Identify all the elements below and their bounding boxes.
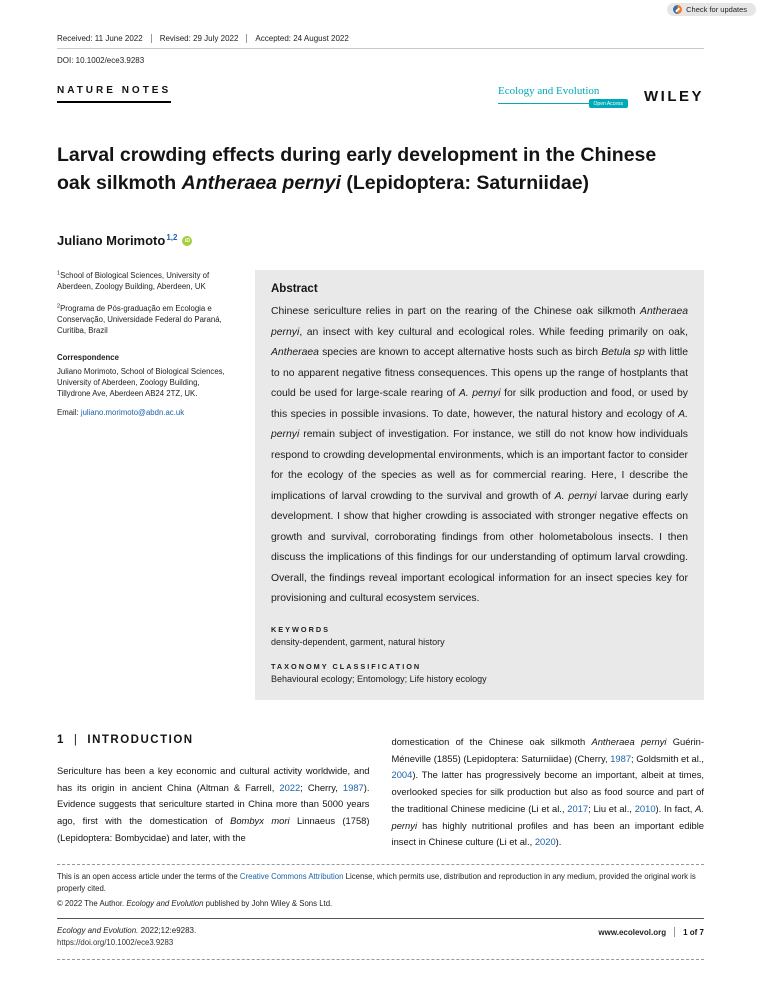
body-columns — [57, 734, 704, 851]
text-segment: 2022;12:e9283. — [138, 926, 197, 936]
footer-citation — [57, 925, 196, 937]
text-segment: Antheraea — [271, 347, 319, 359]
body-column-left — [57, 734, 370, 851]
footer-bar — [57, 918, 704, 959]
author-affiliation-sup: 1,2 — [166, 233, 178, 243]
inline-link[interactable]: 2022 — [279, 781, 301, 793]
journal-logo — [498, 85, 628, 108]
doi: DOI: 10.1002/ece3.9283 — [57, 56, 145, 65]
intro-paragraph-left — [57, 763, 370, 847]
text-segment: Guérin-Méneville (1855) (Lepidoptera: Saturniidae) (Cherry, — [391, 735, 704, 764]
text-segment: , an insect with key cultural and ecological roles. While feeding primarily on oak, — [299, 326, 688, 338]
text-segment: Antheraea pernyi — [591, 735, 667, 747]
text-segment: ). The latter has progressively become an important, albeit at times, overlooked species for silk production but also as food source and part of the traditional Chinese medicine (Li et al., — [391, 769, 704, 814]
journal-name: Ecology and Evolution — [498, 85, 600, 97]
check-for-updates-label: Check for updates — [686, 5, 747, 14]
masthead — [57, 85, 704, 108]
footer-doi-url[interactable]: https://doi.org/10.1002/ece3.9283 — [57, 938, 174, 948]
text-segment: species are known to accept alternative hosts such as birch — [318, 347, 602, 359]
check-for-updates-button[interactable] — [667, 3, 756, 16]
text-segment: This is an open access article under the terms of the — [57, 872, 240, 882]
affiliation-2-sup: 2 — [57, 302, 61, 309]
text-segment: Chinese sericulture relies in part on the rearing of the Chinese oak silkmoth — [271, 306, 641, 318]
wiley-logo: WILEY — [644, 88, 704, 105]
section-heading-introduction — [57, 734, 370, 746]
text-segment: Larval crowding effects during early development in the Chinese oak silkmoth — [57, 144, 657, 194]
dates-row — [57, 34, 704, 49]
text-segment: (Lepidoptera: Saturniidae) — [340, 171, 590, 194]
abstract-text — [271, 302, 688, 610]
author-row — [57, 233, 704, 248]
journal-underline — [498, 103, 589, 104]
text-segment: Linnaeus (1758) (Lepidoptera: Bombycidae) and later, with the — [57, 815, 370, 843]
inline-link[interactable]: 2017 — [567, 802, 589, 814]
logos — [498, 85, 704, 108]
text-segment: Bombyx mori — [230, 815, 290, 827]
divider — [674, 927, 675, 937]
divider — [151, 34, 152, 43]
text-segment: remain subject of investigation. For instance, we still do not know how individuals respond to crowding developmental environments, which is an important factor to consider for the ecology of the species as well as for commercial rearing. Here, I describe the implications of larval crowding to the survival and growth of — [271, 429, 688, 502]
text-segment: ). Evidence suggests that sericulture started in China more than 5000 years ago, first with the domestication of — [57, 781, 370, 827]
text-segment: ; Liu et al., — [588, 802, 635, 814]
keywords-heading: KEYWORDS — [271, 624, 330, 634]
text-segment: A. pernyi — [271, 408, 688, 441]
article-type-label: NATURE NOTES — [57, 85, 171, 103]
text-segment: License, which permits use, distribution and reproduction in any medium, provided the original work is properly cited. — [57, 872, 696, 893]
divider — [246, 34, 247, 43]
abstract-heading: Abstract — [271, 283, 318, 296]
text-segment: has highly nutritional profiles and has been an important edible insect in Chinese culture (Li et al., — [391, 819, 704, 848]
crossmark-icon — [673, 5, 682, 14]
inline-link[interactable]: Creative Commons Attribution — [239, 872, 344, 882]
text-segment: Betula sp — [601, 347, 645, 359]
correspondence-heading: Correspondence — [57, 352, 119, 362]
correspondence-email-line — [57, 407, 229, 418]
taxonomy-heading: TAXONOMY CLASSIFICATION — [271, 661, 422, 671]
section-number: 1 — [57, 733, 65, 746]
text-segment: A. pernyi — [391, 802, 704, 831]
email-label: Email: — [57, 407, 81, 417]
inline-link[interactable]: 1987 — [610, 752, 632, 764]
text-segment: ; Goldsmith et al., — [631, 752, 704, 764]
affiliation-1-text: School of Biological Sciences, University of Aberdeen, Zoology Building, Aberdeen, UK — [57, 271, 210, 292]
text-segment: © 2022 The Author. — [57, 899, 127, 909]
affiliation-2-text: Programa de Pós-graduação em Ecologia e Conservação, Universidade Federal do Paraná, Curitiba, Brazil — [57, 303, 222, 335]
email-link[interactable]: juliano.morimoto@abdn.ac.uk — [80, 407, 185, 417]
open-access-badge: Open Access — [589, 99, 628, 108]
license-footnote — [57, 864, 704, 910]
taxonomy-text: Behavioural ecology; Entomology; Life history ecology — [271, 673, 487, 684]
revised-date: Revised: 29 July 2022 — [159, 34, 239, 43]
license-text — [57, 871, 704, 894]
text-segment: ; Cherry, — [300, 781, 343, 793]
footer-page-block — [598, 927, 704, 937]
inline-link[interactable]: 2020 — [534, 836, 556, 848]
text-segment: with little to no apparent negative fitness consequences. This opens up the range of hostplants that could be used for large-scale rearing of — [271, 347, 689, 400]
copyright-text — [57, 898, 704, 910]
text-segment: A. pernyi — [554, 490, 597, 502]
page-number: 1 of 7 — [683, 927, 704, 937]
affiliation-2 — [57, 303, 229, 336]
keywords-text: density-dependent, garment, natural history — [271, 636, 445, 647]
affiliation-1-sup: 1 — [57, 270, 61, 277]
text-segment: A. pernyi — [458, 388, 501, 400]
text-segment: for silk production and food, or used by this species in possible invasions. To date, however, the natural history and ecology of — [271, 388, 688, 420]
text-segment: Ecology and Evolution — [126, 899, 204, 909]
text-segment: domestication of the Chinese oak silkmoth — [391, 735, 592, 747]
text-segment: Ecology and Evolution. — [57, 926, 139, 936]
text-segment: ). — [555, 836, 562, 848]
text-segment: larvae during early development. I show that higher crowding is associated with stronger negative effects on growth and survival, corroborating findings from other holometabolous insects. I then discuss the implications of this findings for our understanding of optimum larval crowding. Overall, the findings reveal important ecological information for an insect species key for provisioning and cultural ecosystem services. — [271, 490, 688, 605]
section-pipe: | — [73, 733, 79, 746]
correspondence-text: Juliano Morimoto, School of Biological Sciences, University of Aberdeen, Zoology Building, Tillydrone Ave, Aberdeen AB24 2TZ, UK. — [57, 366, 225, 398]
metadata-column — [57, 270, 229, 418]
abstract-box — [255, 270, 704, 700]
footer-citation-block — [57, 925, 196, 949]
inline-link[interactable]: 2004 — [391, 769, 413, 781]
text-segment: Sericulture has been a key economic and cultural activity worldwide, and has its origin in ancient China (Altman & Farrell, — [57, 764, 370, 793]
open-access-row — [498, 99, 628, 108]
accepted-date: Accepted: 24 August 2022 — [255, 34, 349, 43]
inline-link[interactable]: 2010 — [634, 802, 656, 814]
received-date: Received: 11 June 2022 — [57, 34, 143, 43]
body-column-right — [392, 734, 705, 851]
orcid-icon[interactable]: iD — [182, 236, 192, 246]
author-name: Juliano Morimoto — [57, 233, 166, 249]
text-segment: Antheraea pernyi — [181, 171, 341, 194]
article-title — [57, 142, 669, 197]
inline-link[interactable]: 1987 — [342, 781, 364, 793]
header-columns — [57, 270, 704, 700]
text-segment: published by John Wiley & Sons Ltd. — [203, 899, 333, 909]
section-title: INTRODUCTION — [87, 733, 194, 746]
intro-paragraph-right — [392, 734, 705, 851]
journal-website-link[interactable]: www.ecolevol.org — [598, 927, 667, 937]
affiliation-1 — [57, 270, 229, 292]
text-segment: ). In fact, — [655, 802, 696, 814]
text-segment: Antheraea pernyi — [271, 306, 688, 338]
